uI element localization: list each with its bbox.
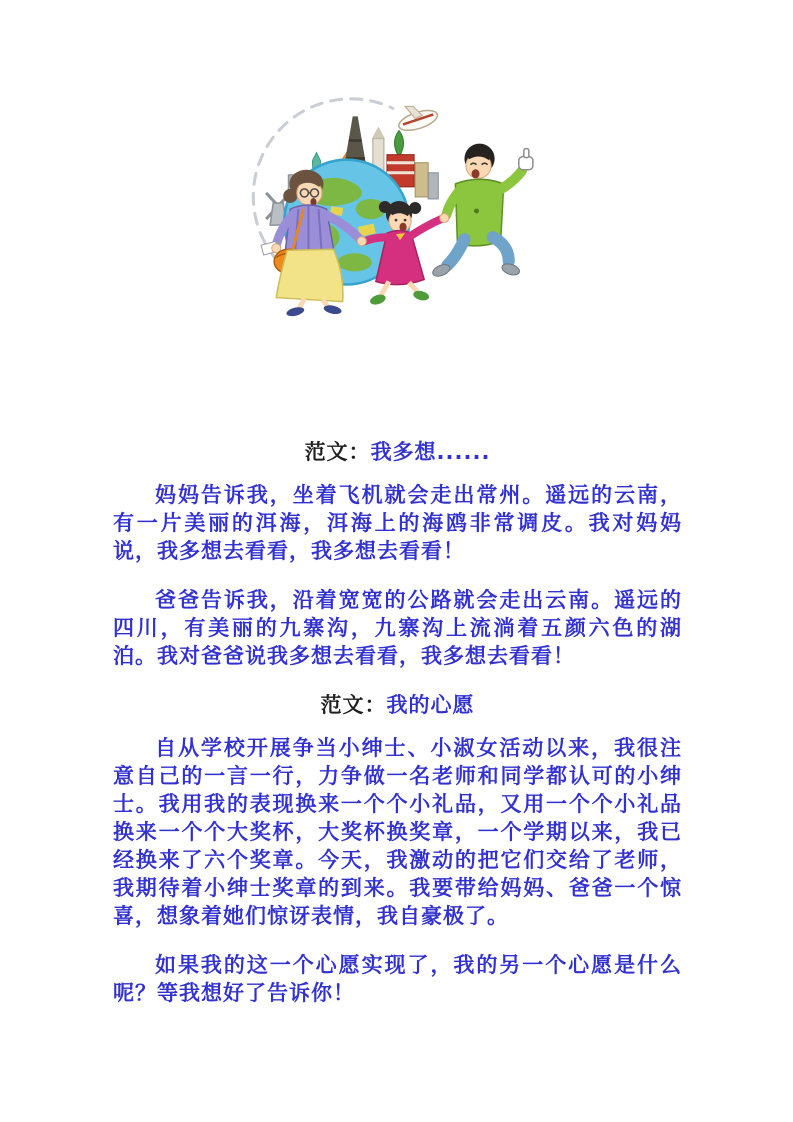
- section-essay-2: [113, 691, 682, 1007]
- heading-prefix: 范文：: [304, 440, 371, 464]
- paragraph: 爸爸告诉我，沿着宽宽的公路就会走出云南。遥远的四川，有美丽的九寨沟，九寨沟上流淌着五颜六色的湖泊。我对爸爸说我多想去看看，我多想去看看！: [113, 588, 682, 668]
- document-content: [0, 438, 793, 1007]
- airplane-icon: [396, 106, 439, 134]
- dad-figure: [431, 144, 533, 279]
- family-travel-globe-illustration: [246, 96, 548, 318]
- family-travel-globe-image: [246, 96, 548, 318]
- paragraph: 自从学校开展争当小绅士、小淑女活动以来，我很注意自己的一言一行，力争做一名老师和同学都认可的小绅士。我用我的表现换来一个个小礼品，又用一个个小礼品换来一个个大奖杯，大奖杯换奖章，一个学期以来，我已经换来了六个奖章。今天，我激动的把它们交给了老师，我期待着小绅士奖章的到来。我要带给妈妈、爸爸一个惊喜，想象着她们惊讶表情，我自豪极了。: [113, 736, 682, 928]
- section-essay-1: [113, 438, 682, 670]
- heading-title: 我多想......: [370, 440, 491, 464]
- section-heading: [113, 438, 682, 466]
- paragraph: 如果我的这一个心愿实现了，我的另一个心愿是什么呢？等我想好了告诉你！: [113, 953, 682, 1005]
- paragraph: 妈妈告诉我，坐着飞机就会走出常州。遥远的云南，有一片美丽的洱海，洱海上的海鸥非常调皮。我对妈妈说，我多想去看看，我多想去看看！: [113, 483, 682, 563]
- heading-title: 我的心愿: [386, 693, 475, 717]
- heading-prefix: 范文：: [320, 693, 387, 717]
- section-heading: [113, 691, 682, 719]
